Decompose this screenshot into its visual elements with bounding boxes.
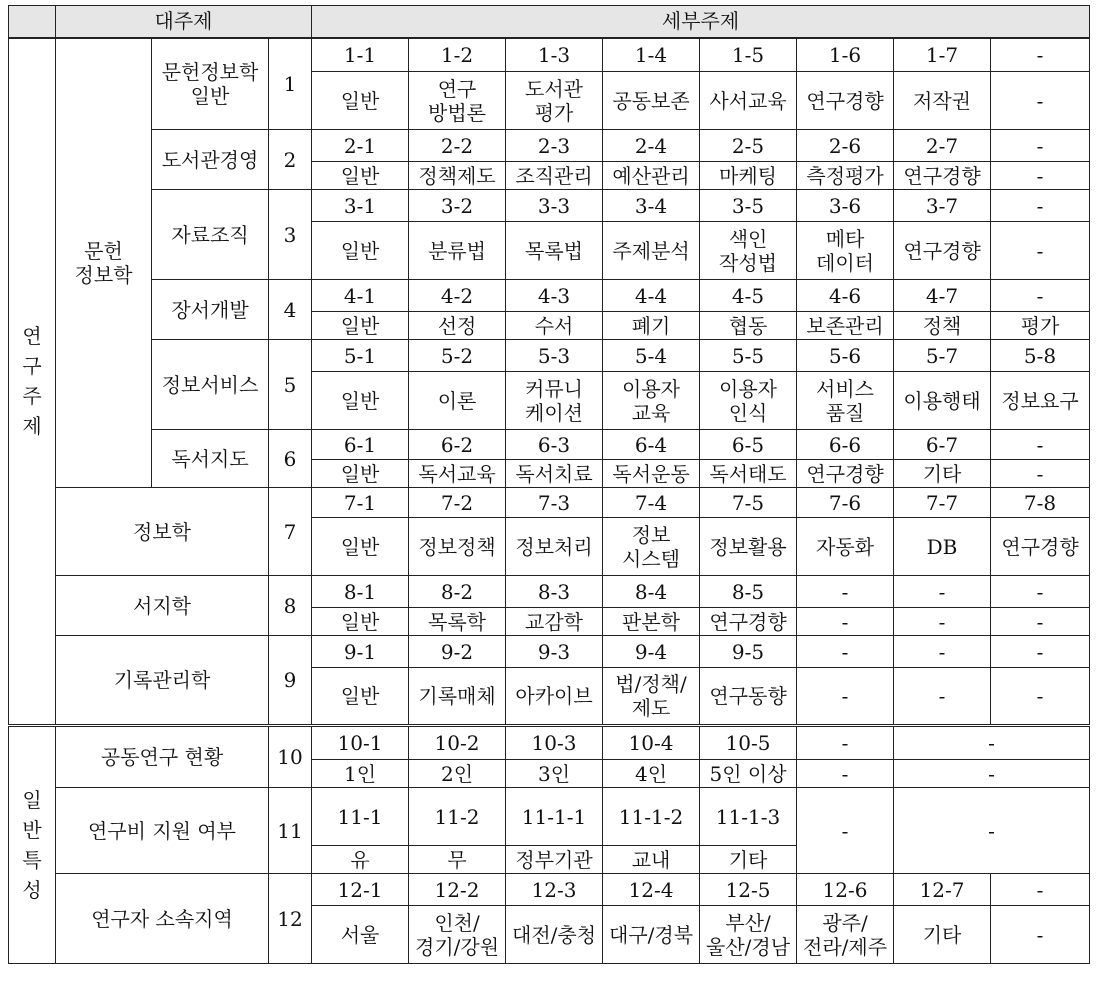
subtopic-label: 일반 [312,372,409,430]
header-sub-topic: 세부주제 [312,6,1090,38]
subtopic-code: 1-6 [797,38,894,72]
subtopic-code: 9-1 [312,636,409,668]
subtopic-code: - [991,636,1090,668]
subtopic-label: 일반 [312,668,409,726]
table-row [9,874,1090,906]
subtopic-label: 독서교육 [409,460,506,488]
subtopic-label: 연구경향 [894,222,991,280]
subtopic-label: 2인 [409,760,506,788]
subtopic-code: 12-7 [894,874,991,906]
subtopic-label: 기타 [700,846,797,874]
topic-number: 2 [269,130,312,190]
subtopic-code: 10-2 [409,726,506,760]
table-row [9,636,1090,668]
subtopic-code: 11-1-1 [506,788,603,846]
subtopic-label: 목록학 [409,608,506,636]
subtopic-code: 5-4 [603,340,700,372]
subtopic-label: 공동보존 [603,72,700,130]
subtopic-label: 협동 [700,312,797,340]
subtopic-code: 8-3 [506,576,603,608]
subtopic-code: 1-2 [409,38,506,72]
subtopic-code: 4-2 [409,280,506,312]
subtopic-code: - [894,726,1090,760]
subtopic-label: 정책제도 [409,162,506,190]
subtopic-label: 기타 [894,906,991,964]
subtopic-code: 3-2 [409,190,506,222]
topic-number: 3 [269,190,312,280]
subtopic-label: - [991,906,1090,964]
topic-number: 9 [269,636,312,726]
table-row [9,488,1090,518]
subtopic-code: 1-1 [312,38,409,72]
topic-name: 문헌정보학 일반 [152,38,269,130]
table-row [9,788,1090,846]
subtopic-code: 12-3 [506,874,603,906]
subtopic-label: 대전/충청 [506,906,603,964]
subtopic-code: 2-2 [409,130,506,162]
subtopic-label: 아카이브 [506,668,603,726]
subtopic-code: 1-3 [506,38,603,72]
subtopic-label: 주제분석 [603,222,700,280]
subtopic-code: - [797,726,894,760]
subtopic-code: - [797,788,894,874]
table-row [9,280,1090,312]
subtopic-label: 정보 시스템 [603,518,700,576]
subtopic-label: 5인 이상 [700,760,797,788]
subtopic-label: 광주/ 전라/제주 [797,906,894,964]
subtopic-code: 10-5 [700,726,797,760]
subtopic-code: 6-1 [312,430,409,460]
subtopic-label: 정보활용 [700,518,797,576]
topic-name: 기록관리학 [56,636,269,726]
subtopic-label: 교감학 [506,608,603,636]
subtopic-code: 7-8 [991,488,1090,518]
subtopic-code: 9-3 [506,636,603,668]
subtopic-label: 평가 [991,312,1090,340]
subtopic-label: - [894,668,991,726]
topic-name: 공동연구 현황 [56,726,269,788]
subtopic-label: - [991,608,1090,636]
subtopic-code: 4-1 [312,280,409,312]
subtopic-label: 일반 [312,518,409,576]
subtopic-label: 이용자 인식 [700,372,797,430]
subtopic-code: - [991,38,1090,72]
subtopic-code: 2-4 [603,130,700,162]
subtopic-label: 일반 [312,312,409,340]
subtopic-label: 3인 [506,760,603,788]
subtopic-code: 6-3 [506,430,603,460]
subtopic-label: 부산/ 울산/경남 [700,906,797,964]
subtopic-code: 5-1 [312,340,409,372]
subtopic-code: - [991,430,1090,460]
subtopic-code: - [797,636,894,668]
subtopic-code: 6-4 [603,430,700,460]
header-blank-cell [9,6,56,38]
subtopic-label: - [797,668,894,726]
subtopic-label: 정보요구 [991,372,1090,430]
subtopic-label: 일반 [312,72,409,130]
subtopic-code: - [894,636,991,668]
subtopic-label: 1인 [312,760,409,788]
subtopic-label: 자동화 [797,518,894,576]
topic-name: 정보학 [56,488,269,576]
subtopic-label: 예산관리 [603,162,700,190]
subtopic-code: - [991,874,1090,906]
subtopic-label: 4인 [603,760,700,788]
topic-number: 5 [269,340,312,430]
topic-number: 12 [269,874,312,964]
subtopic-code: 9-2 [409,636,506,668]
subtopic-label: 수서 [506,312,603,340]
subtopic-code: 4-5 [700,280,797,312]
subtopic-code: 11-1 [312,788,409,846]
subtopic-code: 7-1 [312,488,409,518]
subtopic-label: - [991,222,1090,280]
table-row [9,430,1090,460]
subtopic-code: 2-1 [312,130,409,162]
subtopic-code: 7-5 [700,488,797,518]
subtopic-code: 3-1 [312,190,409,222]
subtopic-code: 3-3 [506,190,603,222]
subtopic-code: 2-7 [894,130,991,162]
subtopic-label: 기타 [894,460,991,488]
subtopic-code: 5-3 [506,340,603,372]
subtopic-code: 3-7 [894,190,991,222]
subtopic-label: 폐기 [603,312,700,340]
subtopic-label: 무 [409,846,506,874]
subtopic-label: - [894,760,1090,788]
subtopic-label: 정보정책 [409,518,506,576]
subtopic-label: 법/정책/ 제도 [603,668,700,726]
subtopic-label: 정보처리 [506,518,603,576]
subtopic-code: 12-2 [409,874,506,906]
subtopic-label: 일반 [312,222,409,280]
subtopic-label: 정부기관 [506,846,603,874]
subtopic-label: 유 [312,846,409,874]
subtopic-code: 7-2 [409,488,506,518]
topic-name: 도서관경영 [152,130,269,190]
header-main-topic: 대주제 [56,6,312,38]
subtopic-label: 연구경향 [797,460,894,488]
topic-number: 10 [269,726,312,788]
subtopic-label: - [991,668,1090,726]
subtopic-label: 연구경향 [700,608,797,636]
subtopic-code: - [797,576,894,608]
subtopic-code: 8-5 [700,576,797,608]
subtopic-label: - [797,608,894,636]
subtopic-code: 3-6 [797,190,894,222]
subtopic-label: 서비스 품질 [797,372,894,430]
topic-name: 독서지도 [152,430,269,488]
subtopic-label: 도서관 평가 [506,72,603,130]
table-row [9,340,1090,372]
topic-name: 자료조직 [152,190,269,280]
subtopic-label: 이론 [409,372,506,430]
subtopic-code: 12-6 [797,874,894,906]
subtopic-label: 메타 데이터 [797,222,894,280]
category-research: 연 구 주 제 [9,38,56,726]
subtopic-label: - [991,460,1090,488]
subtopic-label: 독서운동 [603,460,700,488]
subtopic-code: 5-8 [991,340,1090,372]
subtopic-code: 5-7 [894,340,991,372]
subtopic-label: 분류법 [409,222,506,280]
topic-name: 연구비 지원 여부 [56,788,269,874]
subtopic-label: 연구경향 [797,72,894,130]
subtopic-label: 보존관리 [797,312,894,340]
subtopic-code: 7-4 [603,488,700,518]
subtopic-code: - [894,788,1090,874]
subtopic-label: 연구 방법론 [409,72,506,130]
subtopic-code: 12-1 [312,874,409,906]
subtopic-label: 색인 작성법 [700,222,797,280]
subtopic-label: - [991,72,1090,130]
topic-number: 1 [269,38,312,130]
topic-number: 8 [269,576,312,636]
subtopic-code: 8-2 [409,576,506,608]
subtopic-code: 3-5 [700,190,797,222]
subtopic-code: 1-5 [700,38,797,72]
table-row [9,190,1090,222]
topic-name: 서지학 [56,576,269,636]
subtopic-code: - [894,576,991,608]
subtopic-label: 선정 [409,312,506,340]
subtopic-code: 5-2 [409,340,506,372]
subtopic-label: 연구경향 [991,518,1090,576]
subtopic-code: 12-5 [700,874,797,906]
subtopic-code: 7-6 [797,488,894,518]
topic-name: 정보서비스 [152,340,269,430]
topic-classification-table [8,5,1090,964]
subtopic-label: 일반 [312,162,409,190]
subtopic-code: 6-2 [409,430,506,460]
subtopic-code: 1-4 [603,38,700,72]
subtopic-code: 4-4 [603,280,700,312]
subtopic-label: 이용행태 [894,372,991,430]
subtopic-label: - [797,760,894,788]
subtopic-code: 2-3 [506,130,603,162]
subtopic-code: 4-6 [797,280,894,312]
subtopic-label: 기록매체 [409,668,506,726]
subtopic-code: 10-1 [312,726,409,760]
subtopic-code: 3-4 [603,190,700,222]
subtopic-label: 저작권 [894,72,991,130]
subtopic-label: 일반 [312,608,409,636]
subtopic-label: 판본학 [603,608,700,636]
subtopic-code: 8-1 [312,576,409,608]
subtopic-label: 이용자 교육 [603,372,700,430]
subtopic-code: - [991,190,1090,222]
topic-number: 4 [269,280,312,340]
subtopic-label: 서울 [312,906,409,964]
subtopic-label: 커뮤니 케이션 [506,372,603,430]
subtopic-code: 6-7 [894,430,991,460]
subtopic-code: 10-3 [506,726,603,760]
subtopic-label: - [991,162,1090,190]
topic-number: 6 [269,430,312,488]
subtopic-code: 11-2 [409,788,506,846]
table-row [9,576,1090,608]
subtopic-code: - [991,130,1090,162]
subtopic-label: 측정평가 [797,162,894,190]
topic-name: 연구자 소속지역 [56,874,269,964]
subtopic-code: 4-7 [894,280,991,312]
subtopic-code: 5-6 [797,340,894,372]
topic-name: 장서개발 [152,280,269,340]
subtopic-code: 1-7 [894,38,991,72]
subtopic-label: 일반 [312,460,409,488]
subtopic-code: 5-5 [700,340,797,372]
subtopic-label: 정책 [894,312,991,340]
subtopic-code: - [991,576,1090,608]
subtopic-label: 인천/ 경기/강원 [409,906,506,964]
subtopic-code: 2-6 [797,130,894,162]
subtopic-code: - [991,280,1090,312]
subtopic-label: 조직관리 [506,162,603,190]
subtopic-code: 2-5 [700,130,797,162]
subtopic-code: 7-3 [506,488,603,518]
topic-number: 7 [269,488,312,576]
subtopic-label: 마케팅 [700,162,797,190]
category-general: 일 반 특 성 [9,726,56,964]
subtopic-label: 교내 [603,846,700,874]
subtopic-code: 4-3 [506,280,603,312]
subtopic-label: 목록법 [506,222,603,280]
table-row [9,38,1090,72]
subtopic-code: 6-6 [797,430,894,460]
subtopic-code: 11-1-2 [603,788,700,846]
subtopic-code: 12-4 [603,874,700,906]
subtopic-code: 9-4 [603,636,700,668]
table-row [9,726,1090,760]
subtopic-label: 사서교육 [700,72,797,130]
category-library-science: 문헌 정보학 [56,38,152,488]
header-row [9,6,1090,38]
subtopic-code: 6-5 [700,430,797,460]
subtopic-label: 독서치료 [506,460,603,488]
subtopic-label: DB [894,518,991,576]
table-row [9,130,1090,162]
subtopic-label: - [894,608,991,636]
subtopic-label: 연구동향 [700,668,797,726]
subtopic-code: 11-1-3 [700,788,797,846]
subtopic-code: 7-7 [894,488,991,518]
subtopic-code: 8-4 [603,576,700,608]
subtopic-code: 9-5 [700,636,797,668]
subtopic-code: 10-4 [603,726,700,760]
subtopic-label: 연구경향 [894,162,991,190]
subtopic-label: 독서태도 [700,460,797,488]
topic-number: 11 [269,788,312,874]
subtopic-label: 대구/경북 [603,906,700,964]
